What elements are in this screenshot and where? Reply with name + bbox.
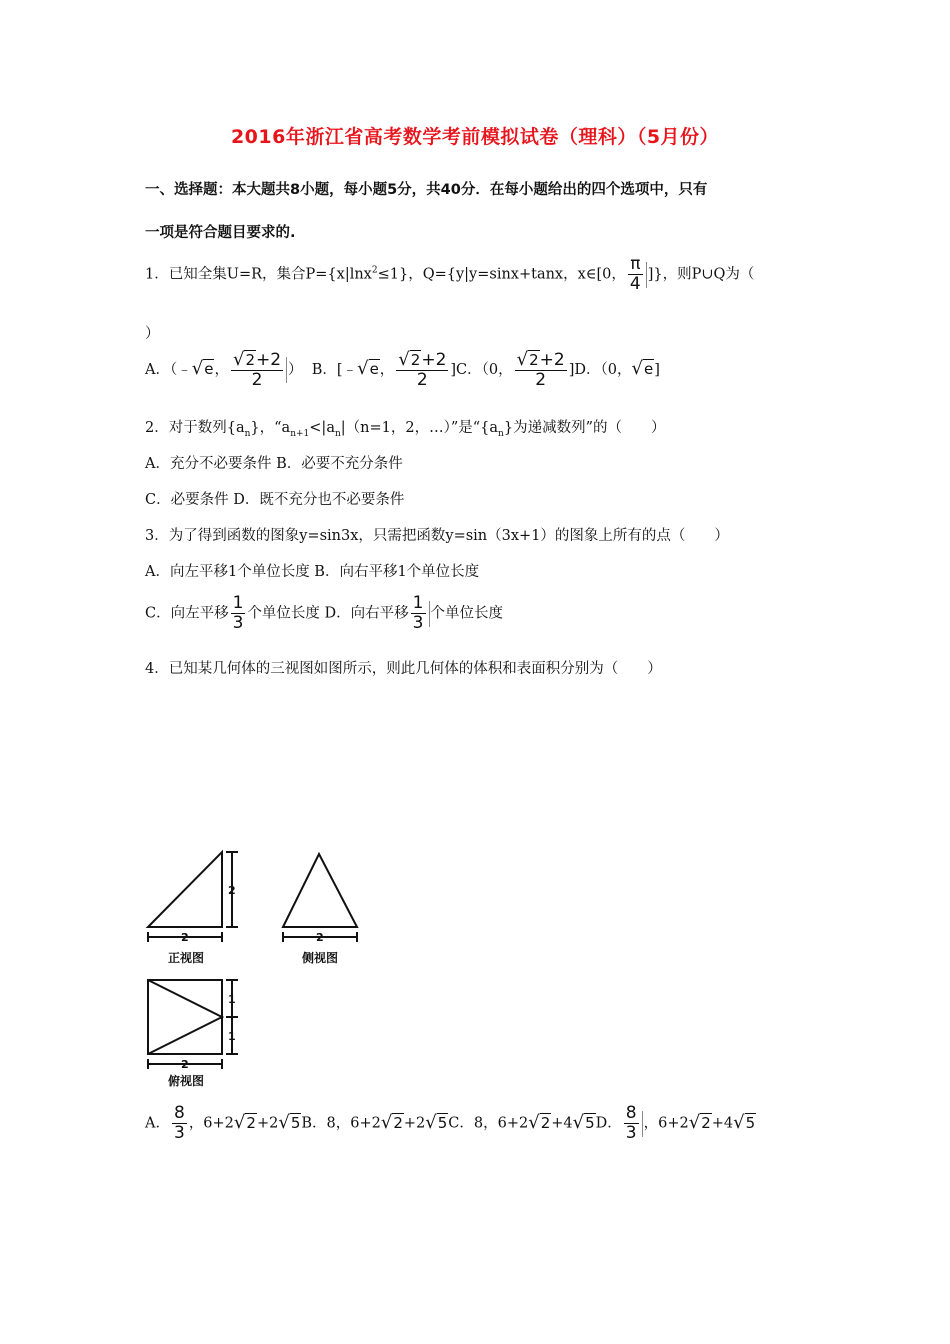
top-upper-label: 1 bbox=[228, 993, 236, 1006]
section-header-line2: 一项是符合题目要求的. bbox=[145, 225, 296, 241]
three-view-figure bbox=[140, 840, 370, 1090]
top-lower-label: 1 bbox=[228, 1030, 236, 1043]
front-view-label: 正视图 bbox=[168, 951, 205, 965]
top-width-label: 2 bbox=[181, 1058, 189, 1071]
question-2-options-cd: C．必要条件 D．既不充分也不必要条件 bbox=[145, 492, 405, 508]
side-view-triangle bbox=[283, 854, 357, 927]
exam-title: 2016年浙江省高考数学考前模拟试卷（理科）（5月份） bbox=[230, 126, 720, 148]
question-1-close: ） bbox=[145, 326, 160, 342]
question-1-stem: 1．已知全集U=R，集合P={x|lnx$^2$≤1}，Q={y|y=sinx+tanx，x∈[0， $\frac{\pi}{4}$ ]}，则P∪Q为（ bbox=[145, 254, 755, 294]
front-height-label: 2 bbox=[228, 884, 236, 897]
sqrt-e: √e bbox=[191, 358, 214, 379]
question-1-options: A．（﹣√e， $\frac{√2+2}{2}$ ） B．[﹣√e， $\frac{√2+2}{2}$ ]C．（0， $\frac{√2+2}{2}$ ]D．（0，√e] bbox=[145, 349, 660, 390]
question-2-stem: 2．对于数列$\{a_n\}$，“$a_{n+1}<|a_n|(n=1$，2，…）”是“$\{a_n\}$为递减数列”的（ ） bbox=[145, 420, 666, 439]
front-width-label: 2 bbox=[181, 931, 189, 944]
question-2-options-ab: A．充分不必要条件 B．必要不充分条件 bbox=[145, 456, 403, 472]
front-view-triangle bbox=[148, 852, 222, 927]
question-3-options-cd: C．向左平移 $\frac{1}{3}$ 个单位长度 D．向右平移 $\frac{1}{3}$ 个单位长度 bbox=[145, 593, 503, 633]
question-4-options: A． $\frac{8}{3}$ ，6+2√2+2√5B．8，6+2√2+2√5C．8，6+2√2+4√5D． $\frac{8}{3}$ ，6+2√2+4√5 bbox=[145, 1103, 756, 1143]
question-4-stem: 4．已知某几何体的三视图如图所示，则此几何体的体积和表面积分别为（ ） bbox=[145, 661, 662, 677]
top-view-label: 俯视图 bbox=[168, 1074, 205, 1088]
question-3-options-ab: A．向左平移1个单位长度 B．向右平移1个单位长度 bbox=[145, 564, 480, 580]
top-view-square bbox=[148, 980, 222, 1054]
question-3-stem: 3．为了得到函数的图象y=sin3x，只需把函数y=sin（3x+1）的图象上所有的点（ ） bbox=[145, 528, 729, 544]
fraction-pi-over-4: $\frac{\pi}{4}$ bbox=[629, 254, 641, 294]
section-header-line1: 一、选择题：本大题共8小题，每小题5分，共40分．在每小题给出的四个选项中，只有 bbox=[145, 182, 708, 198]
side-width-label: 2 bbox=[316, 931, 324, 944]
side-view-label: 侧视图 bbox=[302, 951, 339, 965]
